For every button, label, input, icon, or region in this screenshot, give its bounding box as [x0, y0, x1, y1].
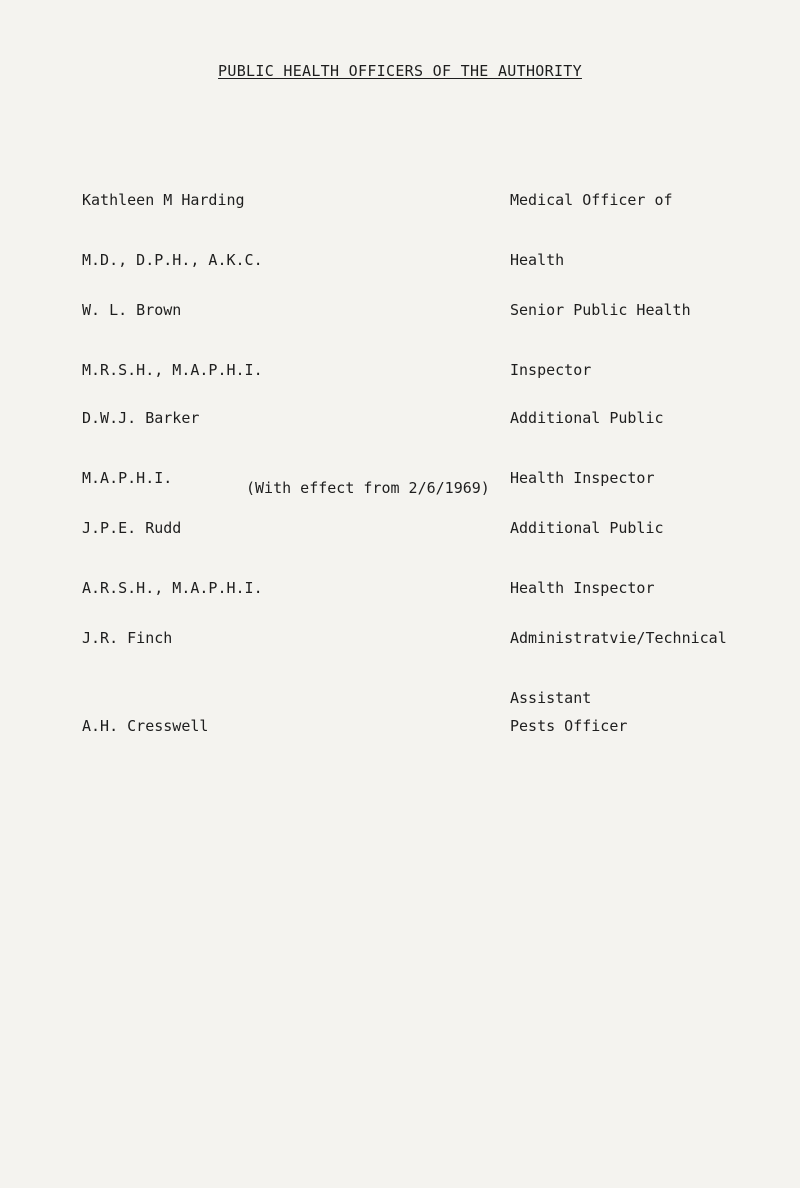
officer-name: J.R. Finch	[82, 629, 173, 647]
officer-role: Additional Public	[510, 519, 664, 537]
page-title: PUBLIC HEALTH OFFICERS OF THE AUTHORITY	[218, 62, 582, 80]
officer-role-continued: Health Inspector	[510, 579, 655, 597]
officer-qualifications: M.A.P.H.I.	[82, 469, 173, 487]
officer-role-continued: Inspector	[510, 361, 592, 379]
officer-role: Medical Officer of	[510, 191, 673, 209]
officer-effective-date-note: (With effect from 2/6/1969)	[246, 479, 490, 497]
officer-name: J.P.E. Rudd	[82, 519, 182, 537]
officer-name: Kathleen M Harding	[82, 191, 245, 209]
officer-role: Administratvie/Technical	[510, 629, 727, 647]
officer-qualifications: M.R.S.H., M.A.P.H.I.	[82, 361, 263, 379]
officer-role: Pests Officer	[510, 717, 628, 735]
officer-role: Senior Public Health	[510, 301, 691, 319]
officer-qualifications: M.D., D.P.H., A.K.C.	[82, 251, 263, 269]
officer-name: D.W.J. Barker	[82, 409, 200, 427]
officer-role-continued: Health	[510, 251, 565, 269]
officer-name: W. L. Brown	[82, 301, 182, 319]
officer-role-continued: Assistant	[510, 689, 592, 707]
officer-role: Additional Public	[510, 409, 664, 427]
officer-qualifications: A.R.S.H., M.A.P.H.I.	[82, 579, 263, 597]
officer-role-continued: Health Inspector	[510, 469, 655, 487]
officer-name: A.H. Cresswell	[82, 717, 209, 735]
